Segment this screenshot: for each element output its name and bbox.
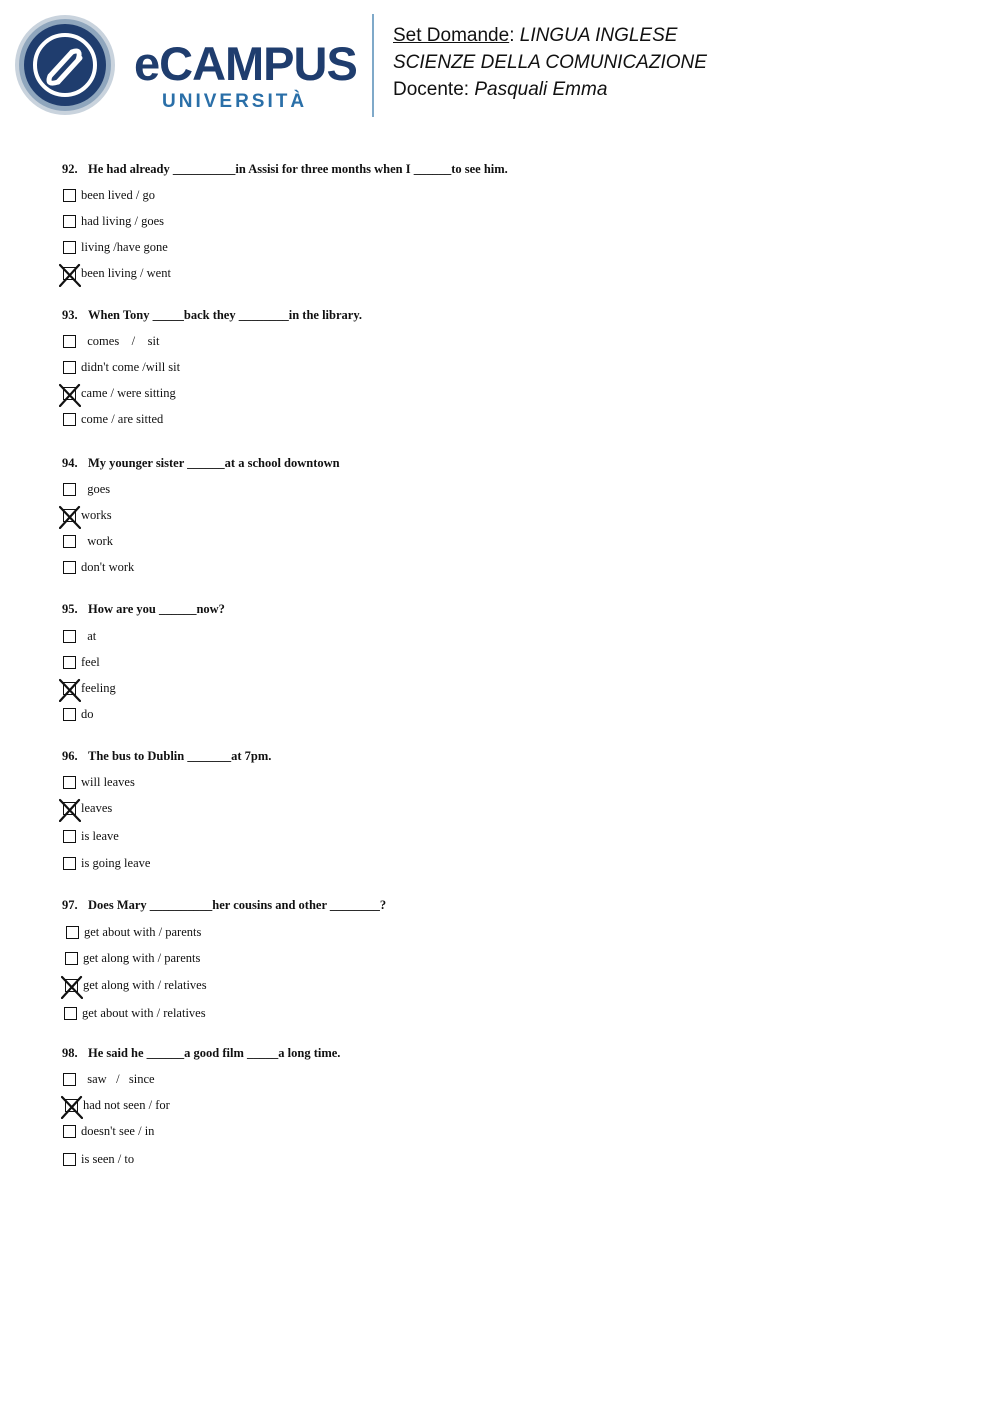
question-number: 93. xyxy=(62,308,78,322)
option-label: saw / since xyxy=(81,1072,155,1086)
question-title xyxy=(62,1045,762,1061)
checkbox[interactable] xyxy=(63,483,76,496)
option-label: had living / goes xyxy=(81,214,164,228)
question-text: Does Mary __________her cousins and other ________? xyxy=(88,898,387,912)
answer-option[interactable] xyxy=(62,481,762,507)
option-label: get along with / parents xyxy=(83,951,201,965)
checkbox[interactable] xyxy=(63,630,76,643)
checkbox[interactable] xyxy=(63,215,76,228)
option-label: feeling xyxy=(81,681,116,695)
option-label: feel xyxy=(81,655,100,669)
answer-option[interactable] xyxy=(62,213,762,239)
question-text: The bus to Dublin _______at 7pm. xyxy=(88,749,272,763)
option-label: works xyxy=(81,508,112,522)
checkbox[interactable] xyxy=(63,830,76,843)
option-label: will leaves xyxy=(81,775,135,789)
checkbox[interactable] xyxy=(63,241,76,254)
option-label: came / were sitting xyxy=(81,386,176,400)
option-label: is leave xyxy=(81,829,119,843)
checkbox[interactable] xyxy=(63,189,76,202)
answer-option[interactable] xyxy=(62,1071,762,1097)
checked-x-icon xyxy=(59,383,81,407)
option-label: come / are sitted xyxy=(81,412,164,426)
svg-text:eCAMPUS: eCAMPUS xyxy=(134,37,357,90)
option-label: had not seen / for xyxy=(83,1098,170,1112)
checkbox[interactable] xyxy=(63,361,76,374)
question-title xyxy=(62,897,762,913)
checked-x-icon xyxy=(59,505,81,529)
checkbox[interactable] xyxy=(66,926,79,939)
answer-option[interactable] xyxy=(62,628,762,654)
question-92 xyxy=(62,161,762,291)
checked-x-icon xyxy=(61,975,83,999)
answer-option[interactable] xyxy=(62,828,762,855)
question-title xyxy=(62,307,762,323)
checkbox[interactable] xyxy=(63,1125,76,1138)
answer-option[interactable] xyxy=(62,654,762,680)
question-93 xyxy=(62,307,762,437)
teacher-name: Pasquali Emma xyxy=(474,79,608,100)
checkbox[interactable] xyxy=(63,656,76,669)
checked-x-icon xyxy=(59,678,81,702)
answer-option[interactable] xyxy=(62,533,762,559)
question-text: My younger sister ______at a school downtown xyxy=(88,456,340,470)
question-95 xyxy=(62,601,762,732)
answer-option[interactable] xyxy=(62,187,762,213)
answer-option[interactable] xyxy=(62,385,762,411)
option-label: been lived / go xyxy=(81,188,155,202)
checked-x-icon xyxy=(59,263,81,287)
question-94 xyxy=(62,455,762,585)
question-title xyxy=(62,748,762,764)
ecampus-logo xyxy=(14,14,359,118)
question-text: When Tony _____back they ________in the library. xyxy=(88,308,362,322)
teacher-line xyxy=(393,76,707,103)
question-text: He said he ______a good film _____a long time. xyxy=(88,1046,341,1060)
answer-option[interactable] xyxy=(62,265,762,291)
answer-option[interactable] xyxy=(64,977,762,1005)
option-label: work xyxy=(81,534,113,548)
checkbox[interactable] xyxy=(65,952,78,965)
option-label: get along with / relatives xyxy=(83,978,207,992)
question-title xyxy=(62,455,762,471)
question-number: 98. xyxy=(62,1046,78,1060)
header-divider xyxy=(372,14,374,117)
checkbox[interactable] xyxy=(63,1153,76,1166)
question-text: He had already __________in Assisi for three months when I ______to see him. xyxy=(88,162,508,176)
option-label: goes xyxy=(81,482,111,496)
question-number: 94. xyxy=(62,456,78,470)
answer-option[interactable] xyxy=(62,559,762,585)
option-label: leaves xyxy=(81,801,113,815)
svg-text:UNIVERSITÀ: UNIVERSITÀ xyxy=(162,91,308,112)
option-label: don't work xyxy=(81,560,135,574)
answer-option[interactable] xyxy=(65,924,762,950)
question-title xyxy=(62,601,762,617)
answer-option[interactable] xyxy=(62,800,762,828)
question-number: 92. xyxy=(62,162,78,176)
set-label: Set Domande xyxy=(393,25,510,46)
answer-option[interactable] xyxy=(62,706,762,732)
set-colon: : xyxy=(509,25,520,46)
answer-option[interactable] xyxy=(64,1097,762,1123)
checked-x-icon xyxy=(61,1095,83,1119)
option-label: is going leave xyxy=(81,856,151,870)
option-label: do xyxy=(81,707,94,721)
answer-option[interactable] xyxy=(62,855,762,881)
checkbox[interactable] xyxy=(63,561,76,574)
teacher-label: Docente: xyxy=(393,79,475,100)
option-label: didn't come /will sit xyxy=(81,360,181,374)
question-98 xyxy=(62,1045,762,1177)
subject-name: LINGUA INGLESE xyxy=(519,25,678,46)
checkbox[interactable] xyxy=(63,335,76,348)
header-info xyxy=(393,22,707,103)
answer-option[interactable] xyxy=(62,507,762,533)
question-number: 96. xyxy=(62,749,78,763)
checkbox[interactable] xyxy=(63,1073,76,1086)
set-line xyxy=(393,22,707,49)
answer-option[interactable] xyxy=(62,774,762,800)
option-label: get about with / relatives xyxy=(82,1006,206,1020)
option-label: at xyxy=(81,629,97,643)
answer-option[interactable] xyxy=(62,333,762,359)
option-label: doesn't see / in xyxy=(81,1124,155,1138)
option-label: living /have gone xyxy=(81,240,168,254)
question-text: How are you ______now? xyxy=(88,602,225,616)
answer-option[interactable] xyxy=(62,359,762,385)
answer-option[interactable] xyxy=(62,1151,762,1177)
answer-option[interactable] xyxy=(62,239,762,265)
answer-option[interactable] xyxy=(62,680,762,706)
answer-option[interactable] xyxy=(64,950,762,977)
checked-x-icon xyxy=(59,798,81,822)
checkbox[interactable] xyxy=(63,535,76,548)
answer-option[interactable] xyxy=(62,411,762,437)
course-name: SCIENZE DELLA COMUNICAZIONE xyxy=(393,52,707,73)
question-title xyxy=(62,161,762,177)
checkbox[interactable] xyxy=(63,857,76,870)
question-97 xyxy=(62,897,762,1031)
option-label: is seen / to xyxy=(81,1152,135,1166)
checkbox[interactable] xyxy=(63,413,76,426)
question-number: 97. xyxy=(62,898,78,912)
option-label: get about with / parents xyxy=(84,925,202,939)
checkbox[interactable] xyxy=(63,776,76,789)
question-number: 95. xyxy=(62,602,78,616)
checkbox[interactable] xyxy=(64,1007,77,1020)
option-label: been living / went xyxy=(81,266,171,280)
answer-option[interactable] xyxy=(62,1123,762,1151)
checkbox[interactable] xyxy=(63,708,76,721)
answer-option[interactable] xyxy=(63,1005,762,1031)
question-96 xyxy=(62,748,762,881)
option-label: comes / sit xyxy=(81,334,160,348)
